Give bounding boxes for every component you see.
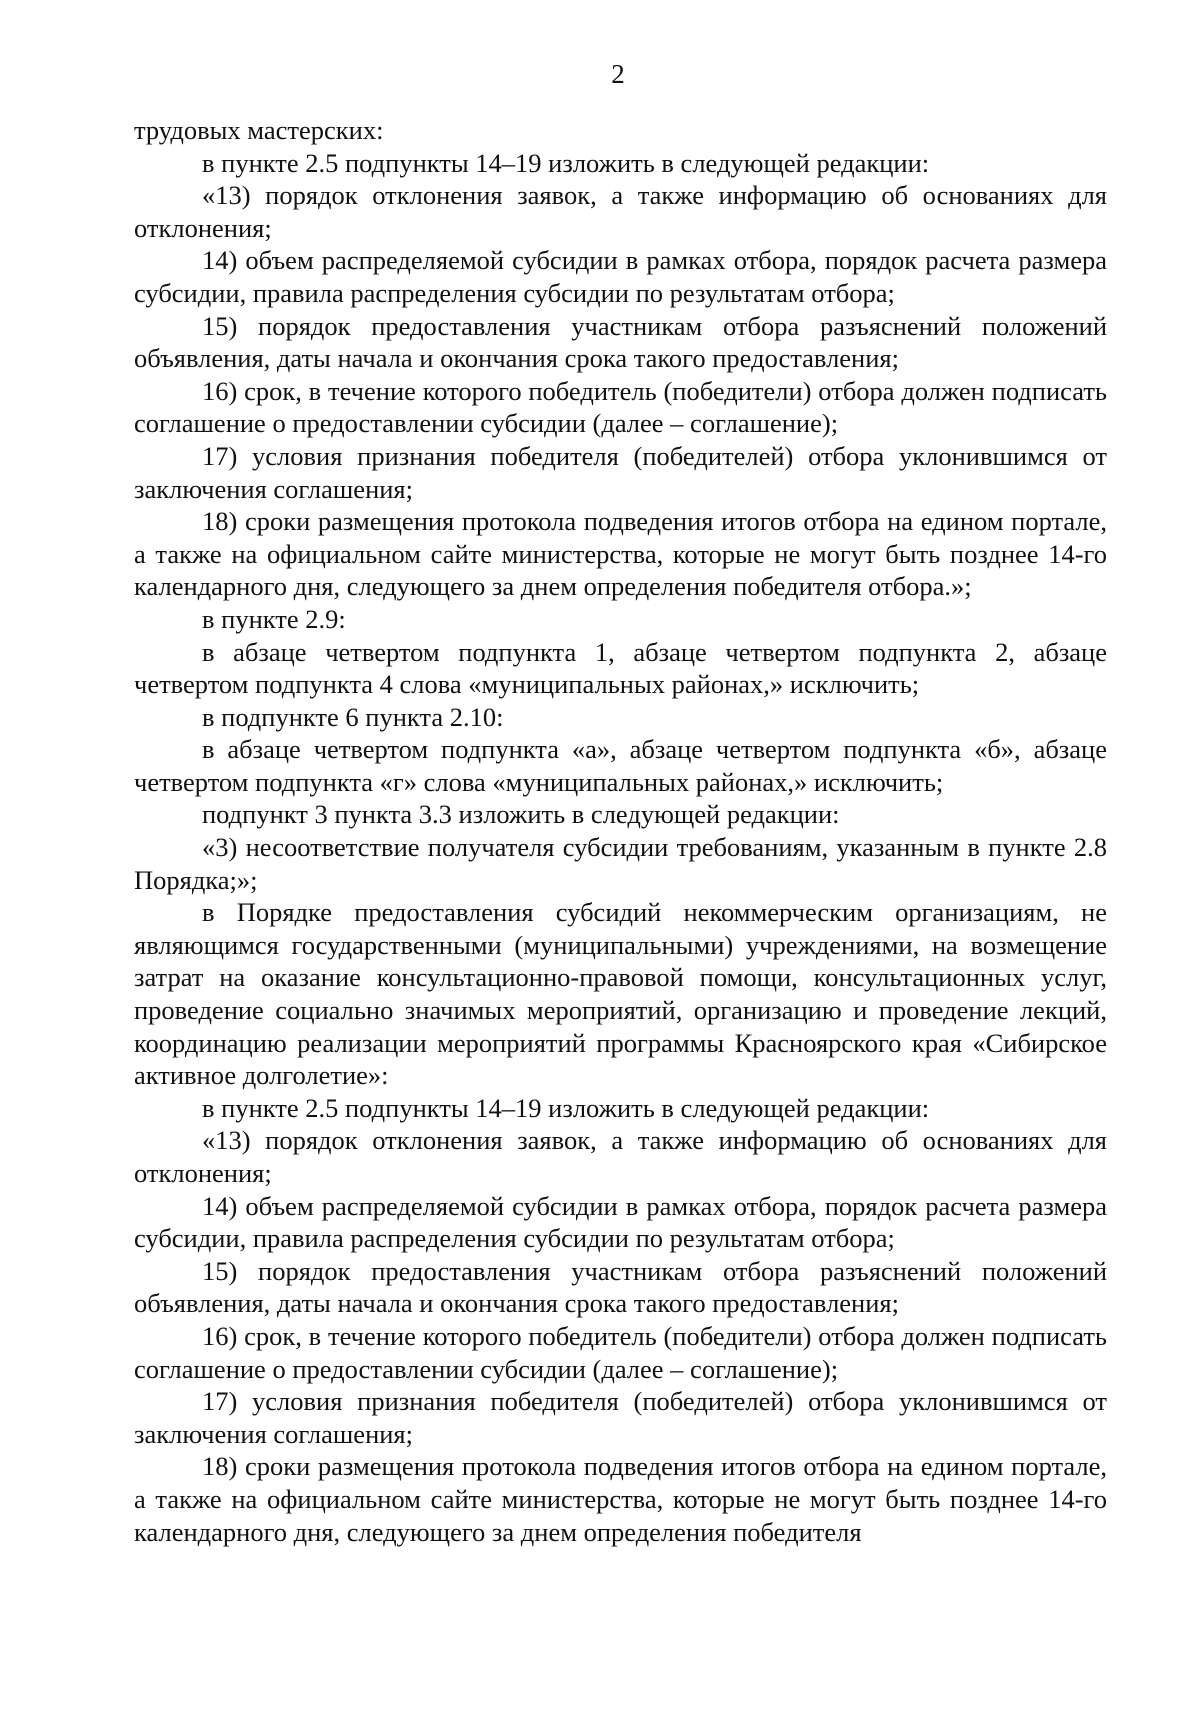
- paragraph: в пункте 2.9:: [202, 603, 346, 634]
- paragraph: подпункт 3 пункта 3.3 изложить в следующей редакции:: [202, 799, 840, 830]
- paragraph: в абзаце четвертом подпункта «а», абзаце четвертом подпункта «б», абзаце четвертом подпункта «г» слова «муниципальных районах,» исключить;: [134, 734, 1107, 797]
- paragraph: в Порядке предоставления субсидий некоммерческим организациям, не являющимся государственными (муниципальными) учреждениями, на возмещение затрат на оказание консультационно-правовой помощи, консультационных услуг, проведение социально значимых мероприятий, организацию и проведение лекций, координацию реализации мероприятий программы Красноярского края «Сибирское активное долголетие»:: [134, 897, 1107, 1091]
- paragraph: 15) порядок предоставления участникам отбора разъяснений положений объявления, даты начала и окончания срока такого предоставления;: [134, 310, 1107, 374]
- paragraph: «13) порядок отклонения заявок, а также информацию об основаниях для отклонения;: [134, 1125, 1107, 1188]
- paragraph: трудовых мастерских:: [134, 115, 384, 145]
- paragraph: в пункте 2.5 подпункты 14–19 изложить в следующей редакции:: [202, 1092, 930, 1123]
- paragraph: 16) срок, в течение которого победитель (победители) отбора должен подписать соглашение о предоставлении субсидии (далее – соглашение);: [134, 1320, 1107, 1384]
- document-body: [134, 114, 1107, 1548]
- paragraph: 15) порядок предоставления участникам отбора разъяснений положений объявления, даты начала и окончания срока такого предоставления;: [134, 1255, 1107, 1319]
- paragraph: в абзаце четвертом подпункта 1, абзаце четвертом подпункта 2, абзаце четвертом подпункта 4 слова «муниципальных районах,» исключить;: [134, 636, 1107, 700]
- paragraph: 14) объем распределяемой субсидии в рамках отбора, порядок расчета размера субсидии, правила распределения субсидии по результатам отбора;: [134, 245, 1107, 308]
- paragraph: 17) условия признания победителя (победителей) отбора уклонившимся от заключения соглашения;: [134, 440, 1107, 504]
- paragraph: 17) условия признания победителя (победителей) отбора уклонившимся от заключения соглашения;: [134, 1386, 1107, 1449]
- paragraph: 18) сроки размещения протокола подведения итогов отбора на едином портале, а также на официальном сайте министерства, которые не могут быть позднее 14-го календарного дня, следующего за днем определения победителя отбора.»;: [134, 506, 1107, 602]
- paragraph: 14) объем распределяемой субсидии в рамках отбора, порядок расчета размера субсидии, правила распределения субсидии по результатам отбора;: [134, 1190, 1107, 1254]
- page-number: 2: [611, 59, 625, 89]
- paragraph: 18) сроки размещения протокола подведения итогов отбора на едином портале, а также на официальном сайте министерства, которые не могут быть позднее 14-го календарного дня, следующего за днем определения победителя: [134, 1451, 1107, 1547]
- paragraph: «13) порядок отклонения заявок, а также информацию об основаниях для отклонения;: [134, 180, 1107, 243]
- paragraph: «3) несоответствие получателя субсидии требованиям, указанным в пункте 2.8 Порядка;»;: [134, 832, 1107, 895]
- paragraph: в пункте 2.5 подпункты 14–19 изложить в следующей редакции:: [202, 147, 930, 178]
- paragraph: в подпункте 6 пункта 2.10:: [202, 701, 504, 732]
- paragraph: 16) срок, в течение которого победитель (победители) отбора должен подписать соглашение о предоставлении субсидии (далее – соглашение);: [134, 375, 1107, 439]
